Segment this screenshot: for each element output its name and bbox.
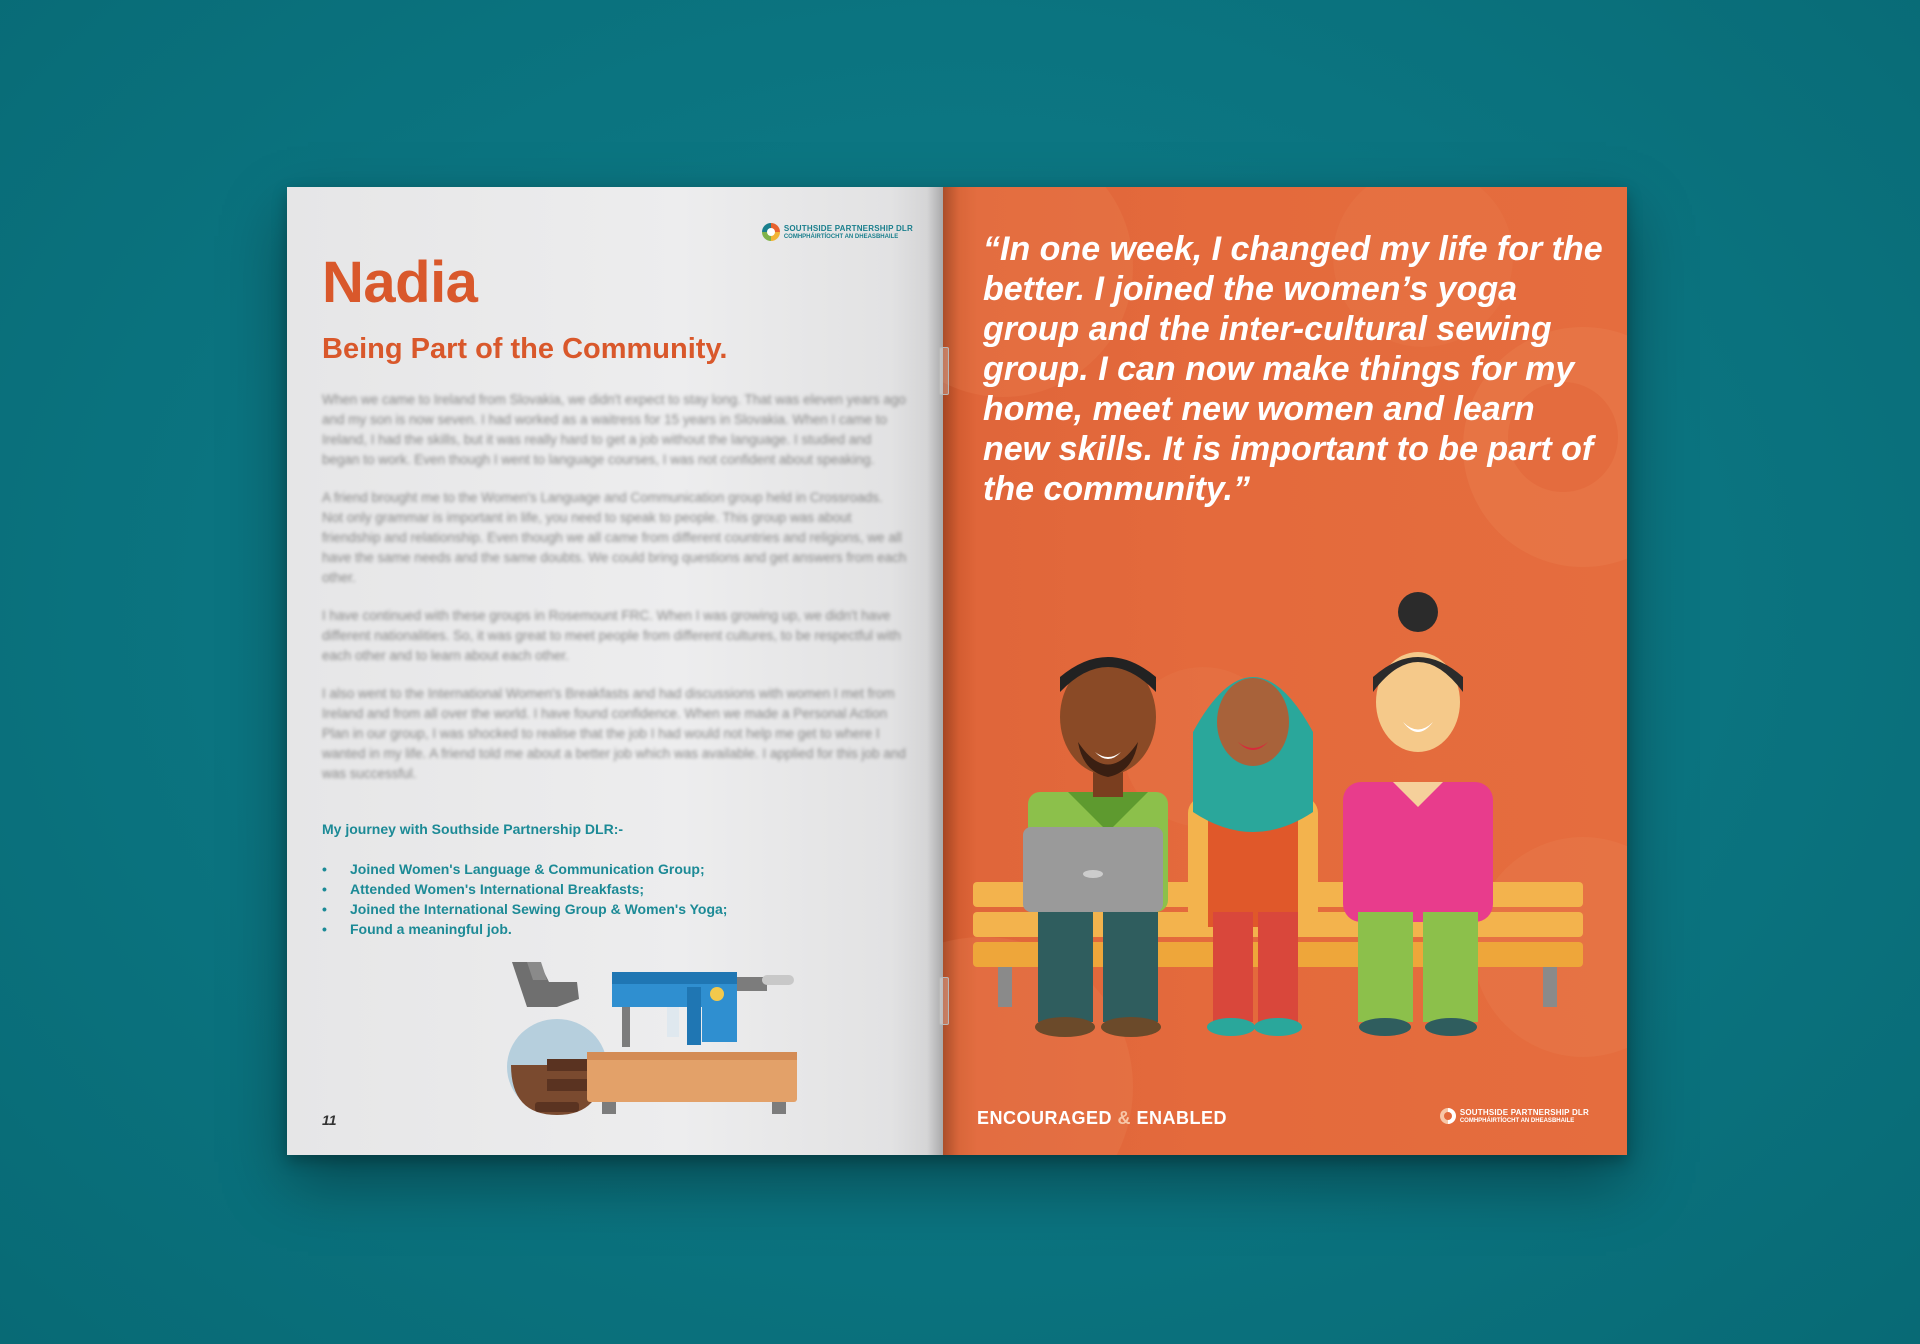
story-body	[322, 390, 907, 802]
journey-list	[322, 859, 727, 939]
left-page	[287, 187, 943, 1155]
footer-brand-ampersand: &	[1117, 1108, 1132, 1128]
story-paragraph: A friend brought me to the Women's Language and Communication group held in Crossroads. Not only grammar is important in life, you need to speak to people. This group was about friendship and relationship. Even though we all came from different countries and religions, we all have the same needs and the same doubts. We could bring questions and get answers from each other.	[322, 490, 907, 585]
story-paragraph: When we came to Ireland from Slovakia, we didn't expect to stay long. That was eleven years ago and my son is now seven. I had worked as a waitress for 15 years in Slovakia. When I came to Ireland, I had the skills, but it was really hard to get a job without the language. I studied and began to work. Even though I went to language courses, I was not confident about speaking.	[322, 392, 906, 467]
logo-line-2: COMHPHÁIRTÍOCHT AN DHEASBHAILE	[783, 233, 899, 240]
footer-brand-part-1: ENCOURAGED	[977, 1108, 1113, 1128]
logo-icon	[762, 223, 780, 241]
list-item: • Joined Women's Language & Communication Group;	[322, 859, 727, 879]
story-paragraph: I also went to the International Women's Breakfasts and had discussions with women I met from Ireland and from all over the world. I have found confidence. When we made a Personal Action Plan in our group, I was shocked to realise that the job I had would not help me get to where I wanted in my life. A friend told me about a better job which was available. I applied for this job and was successful.	[322, 686, 906, 781]
brochure-spread	[287, 187, 1627, 1155]
footer-brand-part-2: ENABLED	[1136, 1108, 1228, 1128]
pull-quote: “In one week, I changed my life for the better. I joined the women’s yoga group and the inter-cultural sewing group. I can now make things for my home, meet new women and learn new skills. It is important to be part of the community.”	[983, 230, 1603, 508]
list-item: • Attended Women's International Breakfasts;	[322, 879, 727, 899]
right-page	[943, 187, 1627, 1155]
person-name: Nadia	[322, 250, 478, 315]
woman-in-pink-shirt-icon	[1343, 592, 1493, 1036]
sewing-machine-icon	[587, 972, 797, 1114]
story-paragraph: I have continued with these groups in Rosemount FRC. When I was growing up, we didn't have different nationalities. So, it was great to meet people from different cultures, to be respectful with each other and to learn about each other.	[322, 608, 901, 663]
page-subtitle: Being Part of the Community.	[322, 333, 728, 365]
logo-icon	[1440, 1108, 1456, 1124]
community-people-illustration	[973, 582, 1603, 1082]
logo-line-1: SOUTHSIDE PARTNERSHIP DLR	[783, 223, 913, 233]
list-item: • Found a meaningful job.	[322, 919, 727, 939]
list-item: • Joined the International Sewing Group & Women's Yoga;	[322, 899, 727, 919]
man-with-laptop-icon	[1023, 657, 1168, 1037]
footer-brand	[977, 1108, 1227, 1129]
logo-line-1: SOUTHSIDE PARTNERSHIP DLR	[1459, 1107, 1589, 1117]
staple	[939, 347, 949, 395]
sewing-machine-coffee-illustration	[507, 947, 807, 1122]
woman-in-hijab-icon	[1188, 677, 1318, 1036]
journey-title: My journey with Southside Partnership DLR:-	[322, 821, 624, 837]
page-number: 11	[322, 1112, 337, 1128]
logo-line-2: COMHPHÁIRTÍOCHT AN DHEASBHAILE	[1459, 1117, 1575, 1124]
staple	[939, 977, 949, 1025]
southside-partnership-logo-footer	[1440, 1108, 1589, 1124]
southside-partnership-logo	[762, 223, 913, 241]
